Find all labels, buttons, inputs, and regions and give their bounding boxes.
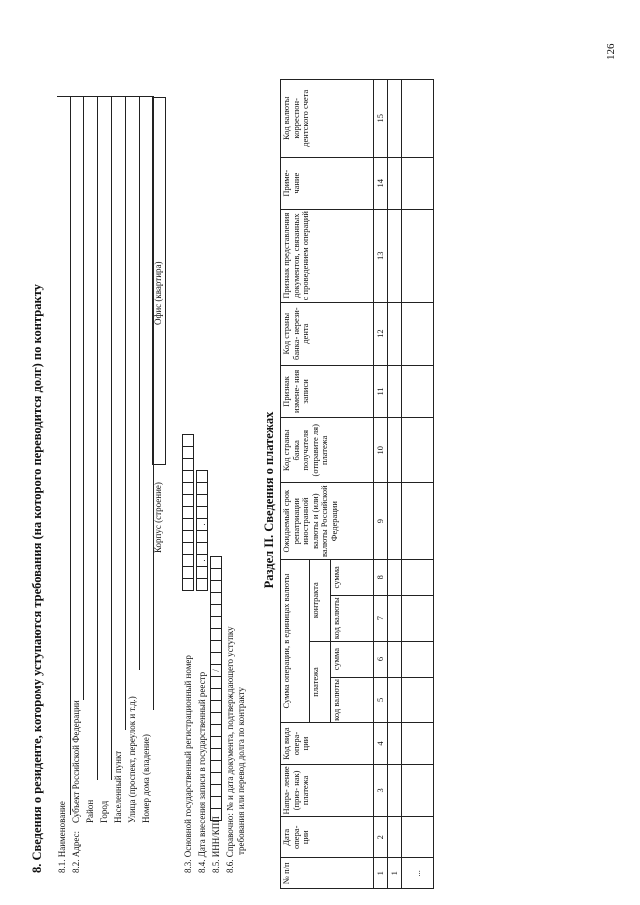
header-amount-group: Сумма операции, в единицах валюты xyxy=(281,559,310,723)
col-number: 3 xyxy=(374,764,388,816)
header-op-code: Код вида опера- ции xyxy=(281,723,374,764)
label-house: Номер дома (владение) xyxy=(141,734,151,823)
header-date: Дата опера- ции xyxy=(281,817,374,858)
header-nonresident-country: Код страны банка- нерези- дента xyxy=(281,302,374,365)
label-subject: Субъект Российской Федерации xyxy=(71,700,81,823)
header-payment: платежа xyxy=(310,641,331,723)
header-note: Приме- чание xyxy=(281,157,374,209)
date-dot: . xyxy=(196,518,208,531)
header-direction: Напра- ление (приз- нак) платежа xyxy=(281,764,374,816)
label-doc-ref-cont: требования или перевод долга по контракту xyxy=(236,687,246,855)
label-doc-ref: 8.6. Справочно: № и дата документа, подтверждающего уступку xyxy=(225,626,235,873)
header-payment-currency: код валюты xyxy=(331,677,374,723)
col-number: 15 xyxy=(374,80,388,158)
header-contract-sum: сумма xyxy=(331,559,374,595)
col-number: 11 xyxy=(374,365,388,417)
header-corr-currency: Код валюты корреспон- дентского счета xyxy=(281,80,374,158)
col-number: 5 xyxy=(374,677,388,723)
city-line xyxy=(111,97,112,780)
row-marker: ... xyxy=(402,858,434,889)
payments-table xyxy=(280,79,434,889)
col-number: 13 xyxy=(374,209,388,302)
col-number: 8 xyxy=(374,559,388,595)
col-number: 9 xyxy=(374,483,388,559)
col-number: 12 xyxy=(374,302,388,365)
header-bank-country: Код страны банка получателя (отправите ля) платежа xyxy=(281,418,374,483)
label-reg-date: 8.4. Дата внесения записи в государственный реестр xyxy=(197,671,207,873)
col-number: 14 xyxy=(374,157,388,209)
header-contract: контракта xyxy=(310,559,331,641)
inn-cells xyxy=(210,556,222,820)
header-expected-term: Ожидаемый срок репатриации иностранной валюты и (или) валюты Российской Федерации xyxy=(281,483,374,559)
table-row xyxy=(388,80,402,889)
row-marker: 1 xyxy=(388,858,402,889)
header-docs-flag: Признак представления документов, связанных с проведением операций xyxy=(281,209,374,302)
section8-title: 8. Сведения о резиденте, которому уступаются требования (на которого переводится долг) по контракту xyxy=(30,284,44,873)
reg-date-cells xyxy=(196,470,208,590)
label-building: Корпус (строение) xyxy=(153,482,163,553)
col-number: 6 xyxy=(374,641,388,677)
header-n: № п/п xyxy=(281,858,374,889)
table-row xyxy=(402,80,434,889)
settlement-line xyxy=(125,97,126,730)
col-number: 2 xyxy=(374,817,388,858)
label-address: 8.2. Адрес: xyxy=(71,830,81,873)
page-number: 126 xyxy=(605,43,617,60)
label-inn: 8.5. ИНН/КПП xyxy=(211,816,221,873)
col-number: 10 xyxy=(374,418,388,483)
street-line xyxy=(139,97,140,670)
header-contract-currency: код валюты xyxy=(331,595,374,641)
header-payment-sum: сумма xyxy=(331,641,374,677)
col-number: 7 xyxy=(374,595,388,641)
col-number: 1 xyxy=(374,858,388,889)
inn-separator: / xyxy=(210,664,222,677)
section2-title: Раздел II. Сведения о платежах xyxy=(262,411,276,589)
header-change-flag: Признак измене- ния записи xyxy=(281,365,374,417)
date-dot: . xyxy=(196,554,208,567)
label-settlement: Населенный пункт xyxy=(113,750,123,823)
label-name: 8.1. Наименование xyxy=(57,801,67,873)
label-ogrn: 8.3. Основной государственный регистрационный номер xyxy=(183,655,193,873)
col-number: 4 xyxy=(374,723,388,764)
label-district: Район xyxy=(85,799,95,823)
district-line xyxy=(97,97,98,780)
subject-line xyxy=(83,97,84,700)
label-city: Город xyxy=(99,800,109,823)
label-office: Офис (квартира) xyxy=(153,261,163,325)
ogrn-cells xyxy=(182,434,194,590)
address-frame-right xyxy=(57,96,154,97)
label-street: Улица (проспект, переулок и т.д.) xyxy=(127,696,137,823)
